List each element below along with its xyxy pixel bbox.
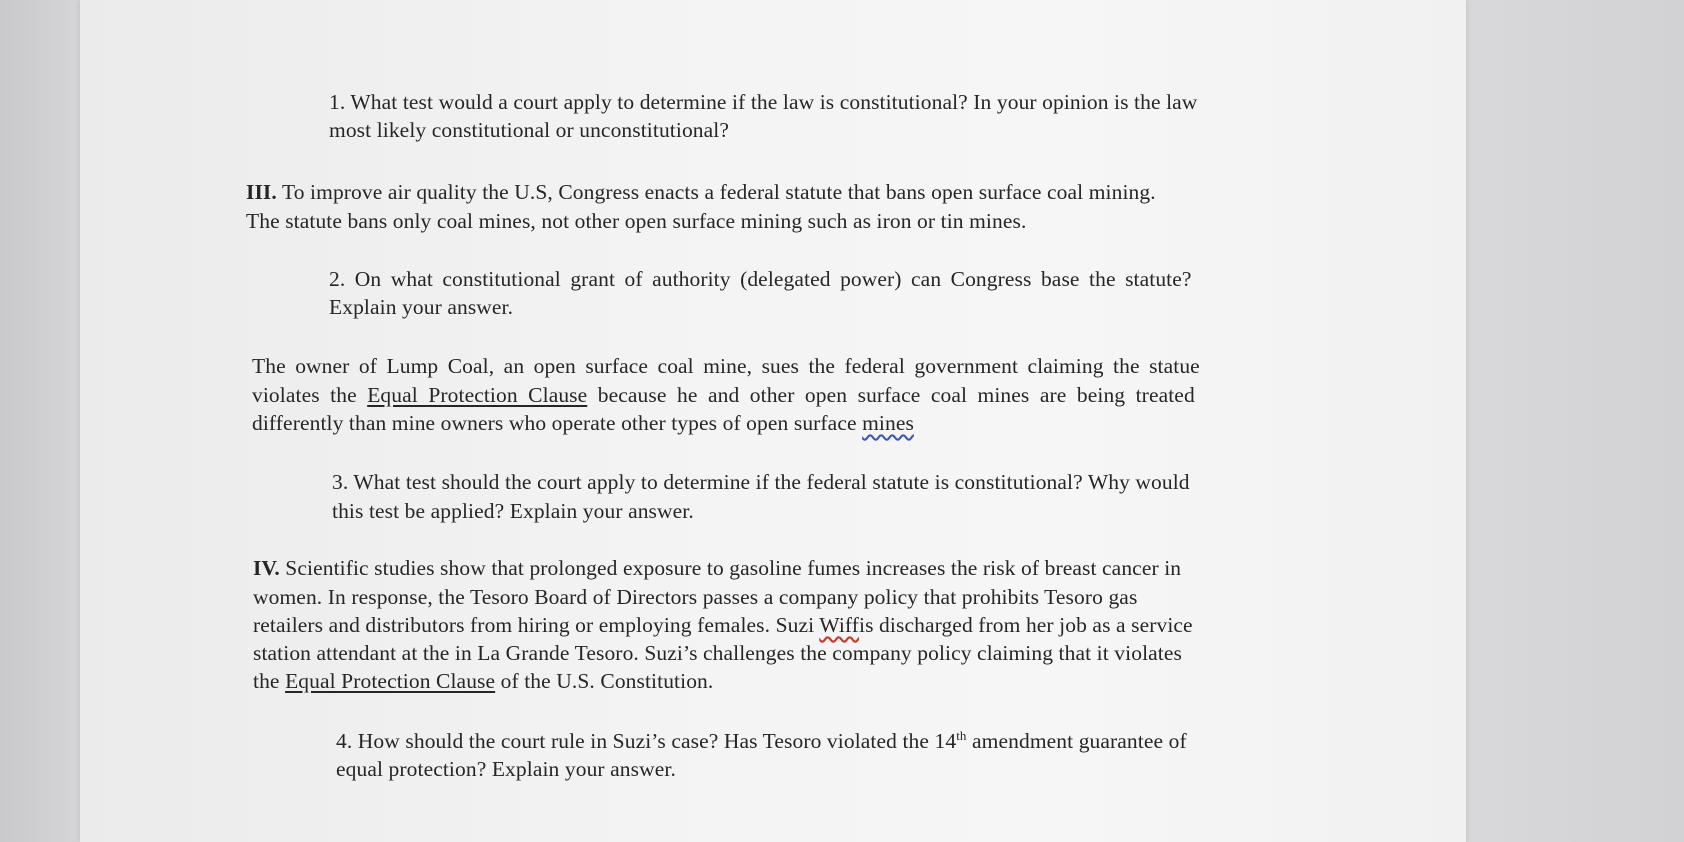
lump-coal-line-3 xyxy=(252,411,914,436)
question-3-line-1: 3. What test should the court apply to determine if the federal statute is constitutional? Why would xyxy=(332,470,1190,494)
section-4-text-3b: is discharged from her job as a service xyxy=(859,613,1193,637)
section-4-numeral: IV. xyxy=(253,556,280,580)
section-3-line-2: The statute bans only coal mines, not other open surface mining such as iron or tin mines. xyxy=(246,209,1027,233)
section-4-line-1 xyxy=(253,556,1181,581)
question-4-superscript: th xyxy=(956,728,967,743)
question-2-line-1: 2. On what constitutional grant of authority (delegated power) can Congress base the statute? xyxy=(329,267,1192,291)
question-4-line-2: equal protection? Explain your answer. xyxy=(336,757,676,781)
equal-protection-clause-link-1: Equal Protection Clause xyxy=(367,383,588,407)
section-4-line-5 xyxy=(253,669,713,694)
question-4-line-1 xyxy=(336,728,1187,754)
section-3-numeral: III. xyxy=(246,180,277,204)
section-3-text-1: To improve air quality the U.S, Congress enacts a federal statute that bans open surface coal mining. xyxy=(281,180,1156,204)
question-3-line-2: this test be applied? Explain your answer. xyxy=(332,499,694,523)
mines-spellcheck-word: mines xyxy=(862,411,914,435)
lump-coal-text-3a: differently than mine owners who operate other types of open surface xyxy=(252,411,857,435)
section-3-line-1 xyxy=(246,180,1156,205)
section-4-line-2: women. In response, the Tesoro Board of Directors passes a company policy that prohibits Tesoro gas xyxy=(253,585,1138,609)
section-4-text-3a: retailers and distributors from hiring or employing females. Suzi xyxy=(253,613,815,637)
section-4-text-5b: of the U.S. Constitution. xyxy=(500,669,714,693)
lump-coal-text-2a: violates the xyxy=(252,383,357,407)
question-1-line-1: 1. What test would a court apply to determine if the law is constitutional? In your opinion is the law xyxy=(329,90,1198,114)
lump-coal-text-2b: because he and other open surface coal mines are being treated xyxy=(597,383,1195,407)
section-4-text-5a: the xyxy=(253,669,280,693)
section-4-line-4: station attendant at the in La Grande Tesoro. Suzi’s challenges the company policy claiming that it violates xyxy=(253,641,1182,665)
question-4-text-1b: amendment guarantee of xyxy=(972,729,1187,753)
lump-coal-line-1: The owner of Lump Coal, an open surface coal mine, sues the federal government claiming the statue xyxy=(252,354,1200,378)
document-page xyxy=(80,0,1466,842)
equal-protection-clause-link-2: Equal Protection Clause xyxy=(285,669,496,693)
question-1-line-2: most likely constitutional or unconstitutional? xyxy=(329,118,730,142)
lump-coal-line-2 xyxy=(252,383,1195,408)
question-2-line-2: Explain your answer. xyxy=(329,295,514,319)
section-4-line-3 xyxy=(253,613,1193,638)
question-4-text-1a: 4. How should the court rule in Suzi’s case? Has Tesoro violated the 14 xyxy=(336,729,957,753)
wiff-spellcheck-word: Wiff xyxy=(819,613,860,637)
section-4-text-1: Scientific studies show that prolonged exposure to gasoline fumes increases the risk of breast cancer in xyxy=(285,556,1182,580)
